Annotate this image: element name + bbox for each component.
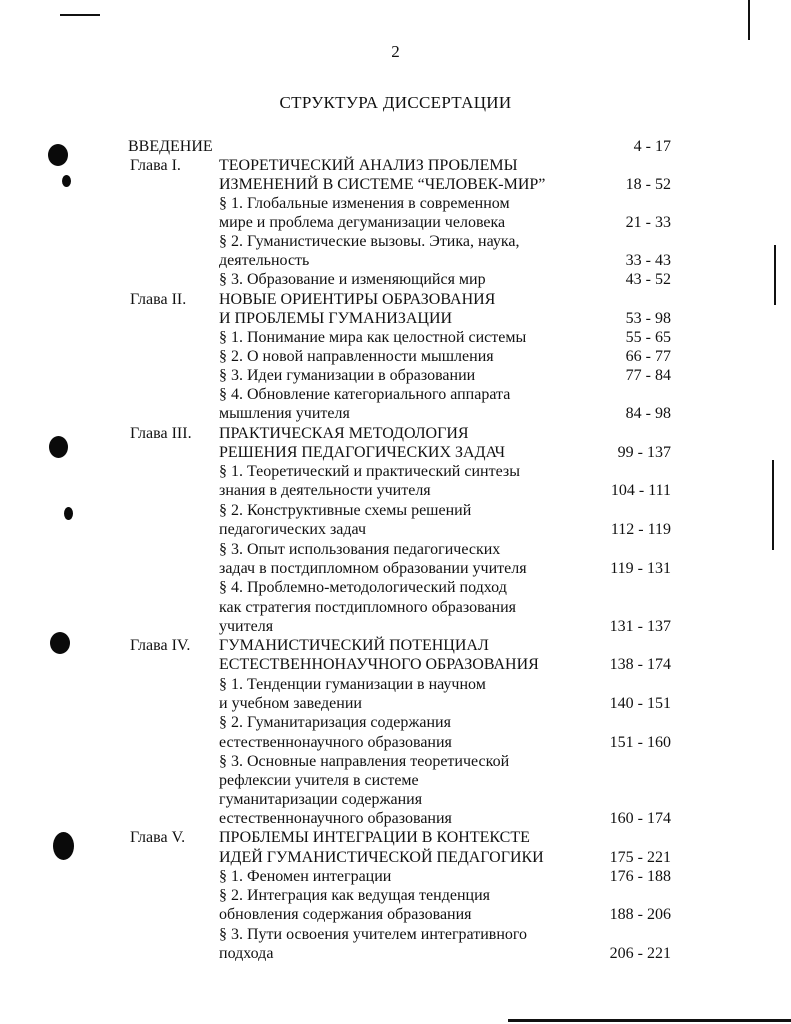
toc-entry-text: § 3. Идеи гуманизации в образовании [219, 367, 476, 384]
toc-chapter-row [0, 156, 791, 176]
toc-page-range: 206 - 221 [609, 945, 671, 962]
toc-page-range: 104 - 111 [610, 482, 671, 499]
toc-row [0, 752, 791, 772]
toc-chapter-label: Глава I. [130, 157, 181, 174]
toc-entry-text: естественнонаучного образования [219, 810, 452, 827]
toc-row [0, 790, 791, 810]
toc-entry-text: гуманитаризации содержания [219, 791, 423, 808]
toc-entry-text: НОВЫЕ ОРИЕНТИРЫ ОБРАЗОВАНИЯ [219, 291, 496, 308]
toc-chapter-row [0, 290, 791, 310]
toc-row [0, 598, 791, 618]
toc-row [0, 213, 791, 233]
scan-edge-line [748, 0, 750, 40]
toc-page-range: 131 - 137 [609, 618, 671, 635]
toc-chapter-row [0, 828, 791, 848]
toc-entry-text: § 2. Гуманистические вызовы. Этика, наука, [219, 233, 520, 250]
toc-entry-text: задач в постдипломном образовании учителя [219, 560, 527, 577]
toc-row [0, 713, 791, 733]
toc-page-range: 55 - 65 [625, 329, 671, 346]
toc-page-range: 160 - 174 [609, 810, 671, 827]
toc-row [0, 905, 791, 925]
toc-page-range: 77 - 84 [625, 367, 671, 384]
toc-page-range: 175 - 221 [609, 849, 671, 866]
toc-page-range: 66 - 77 [625, 348, 671, 365]
toc-entry-text: мышления учителя [219, 405, 350, 422]
toc-row [0, 270, 791, 290]
toc-row [0, 733, 791, 753]
toc-entry-text: педагогических задач [219, 521, 367, 538]
punch-hole-mark [50, 632, 70, 654]
toc-row [0, 194, 791, 214]
toc-entry-text: естественнонаучного образования [219, 734, 452, 751]
toc-entry-text: ИЗМЕНЕНИЙ В СИСТЕМЕ “ЧЕЛОВЕК-МИР” [219, 176, 546, 193]
toc-chapter-label: Глава III. [130, 425, 192, 442]
toc-row [0, 559, 791, 579]
toc-row [0, 443, 791, 463]
scan-edge-line [508, 1019, 791, 1022]
toc-entry-text: § 2. Интеграция как ведущая тенденция [219, 887, 490, 904]
toc-page-range: 18 - 52 [625, 176, 671, 193]
toc-row [0, 540, 791, 560]
toc-row [0, 347, 791, 367]
toc-entry-text: § 1. Тенденции гуманизации в научном [219, 676, 486, 693]
toc-row [0, 462, 791, 482]
toc-page-range: 188 - 206 [609, 906, 671, 923]
toc-entry-text: § 2. Конструктивные схемы решений [219, 502, 472, 519]
toc-row [0, 309, 791, 329]
toc-entry-text: ГУМАНИСТИЧЕСКИЙ ПОТЕНЦИАЛ [219, 637, 489, 654]
toc-chapter-label: Глава II. [130, 291, 187, 308]
scan-edge-line [60, 14, 100, 16]
toc-entry-text: § 1. Понимание мира как целостной системы [219, 329, 527, 346]
punch-hole-mark [49, 436, 68, 458]
toc-chapter-label: Глава IV. [130, 637, 191, 654]
toc-row [0, 328, 791, 348]
toc-page-range: 176 - 188 [609, 868, 671, 885]
toc-page-range: 112 - 119 [610, 521, 671, 538]
toc-entry-text: § 1. Феномен интеграции [219, 868, 392, 885]
toc-row [0, 848, 791, 868]
toc-chapter-row [0, 424, 791, 444]
punch-hole-mark [64, 507, 73, 520]
toc-entry-text: рефлексии учителя в системе [219, 772, 419, 789]
toc-row [0, 232, 791, 252]
toc-entry-text: § 2. Гуманитаризация содержания [219, 714, 451, 731]
toc-entry-text: и учебном заведении [219, 695, 362, 712]
toc-row [0, 501, 791, 521]
toc-row [0, 385, 791, 405]
toc-row [0, 655, 791, 675]
toc-row [0, 251, 791, 271]
punch-hole-mark [48, 144, 68, 166]
scan-edge-line [772, 460, 774, 550]
toc-page-range: 53 - 98 [625, 310, 671, 327]
punch-hole-mark [53, 832, 74, 860]
toc-page-range: 138 - 174 [609, 656, 671, 673]
toc-row [0, 175, 791, 195]
scan-edge-line [774, 245, 776, 305]
toc-entry-text: ТЕОРЕТИЧЕСКИЙ АНАЛИЗ ПРОБЛЕМЫ [219, 157, 518, 174]
toc-entry-text: ПРОБЛЕМЫ ИНТЕГРАЦИИ В КОНТЕКСТЕ [219, 829, 530, 846]
toc-entry-text: как стратегия постдипломного образования [219, 599, 516, 616]
toc-entry-text: ВВЕДЕНИЕ [128, 138, 213, 155]
punch-hole-mark [62, 175, 71, 187]
toc-row [0, 886, 791, 906]
toc-row [0, 675, 791, 695]
toc-row [0, 617, 791, 637]
toc-page-range: 140 - 151 [609, 695, 671, 712]
toc-page-range: 99 - 137 [617, 444, 671, 461]
toc-row [0, 366, 791, 386]
document-title: СТРУКТУРА ДИССЕРТАЦИИ [279, 93, 512, 112]
toc-entry-text: ПРАКТИЧЕСКАЯ МЕТОДОЛОГИЯ [219, 425, 469, 442]
toc-row [0, 578, 791, 598]
toc-row [0, 481, 791, 501]
toc-page-range: 33 - 43 [625, 252, 671, 269]
toc-page-range: 4 - 17 [633, 138, 671, 155]
toc-row [0, 404, 791, 424]
toc-entry-text: § 1. Глобальные изменения в современном [219, 195, 510, 212]
toc-page-range: 119 - 131 [610, 560, 671, 577]
toc-entry-text: § 2. О новой направленности мышления [219, 348, 494, 365]
toc-entry-text: знания в деятельности учителя [219, 482, 431, 499]
toc-row [0, 771, 791, 791]
toc-entry-text: § 3. Пути освоения учителем интегративного [219, 926, 528, 943]
toc-page-range: 151 - 160 [609, 734, 671, 751]
toc-entry-text: ЕСТЕСТВЕННОНАУЧНОГО ОБРАЗОВАНИЯ [219, 656, 539, 673]
page-number: 2 [391, 42, 400, 61]
toc-entry-text: подхода [219, 945, 274, 962]
toc-chapter-row [0, 636, 791, 656]
toc-page-range: 84 - 98 [625, 405, 671, 422]
toc-row [0, 694, 791, 714]
toc-entry-text: И ПРОБЛЕМЫ ГУМАНИЗАЦИИ [219, 310, 453, 327]
toc-entry-text: § 3. Образование и изменяющийся мир [219, 271, 486, 288]
toc-entry-text: § 3. Основные направления теоретической [219, 753, 510, 770]
toc-entry-text: обновления содержания образования [219, 906, 472, 923]
toc-row [0, 809, 791, 829]
toc-page-range: 43 - 52 [625, 271, 671, 288]
toc-row [0, 944, 791, 964]
toc-entry-text: деятельность [219, 252, 310, 269]
toc-entry-text: § 1. Теоретический и практический синтезы [219, 463, 520, 480]
toc-page-range: 21 - 33 [625, 214, 671, 231]
toc-row [0, 520, 791, 540]
toc-entry-text: ИДЕЙ ГУМАНИСТИЧЕСКОЙ ПЕДАГОГИКИ [219, 849, 544, 866]
toc-row [0, 867, 791, 887]
toc-entry-text: учителя [219, 618, 274, 635]
toc-entry-text: мире и проблема дегуманизации человека [219, 214, 506, 231]
toc-entry-text: § 3. Опыт использования педагогических [219, 541, 501, 558]
toc-entry-text: РЕШЕНИЯ ПЕДАГОГИЧЕСКИХ ЗАДАЧ [219, 444, 506, 461]
toc-row [0, 925, 791, 945]
toc-entry-text: § 4. Проблемно-методологический подход [219, 579, 507, 596]
toc-row [0, 137, 791, 157]
toc-entry-text: § 4. Обновление категориального аппарата [219, 386, 511, 403]
toc-chapter-label: Глава V. [130, 829, 186, 846]
